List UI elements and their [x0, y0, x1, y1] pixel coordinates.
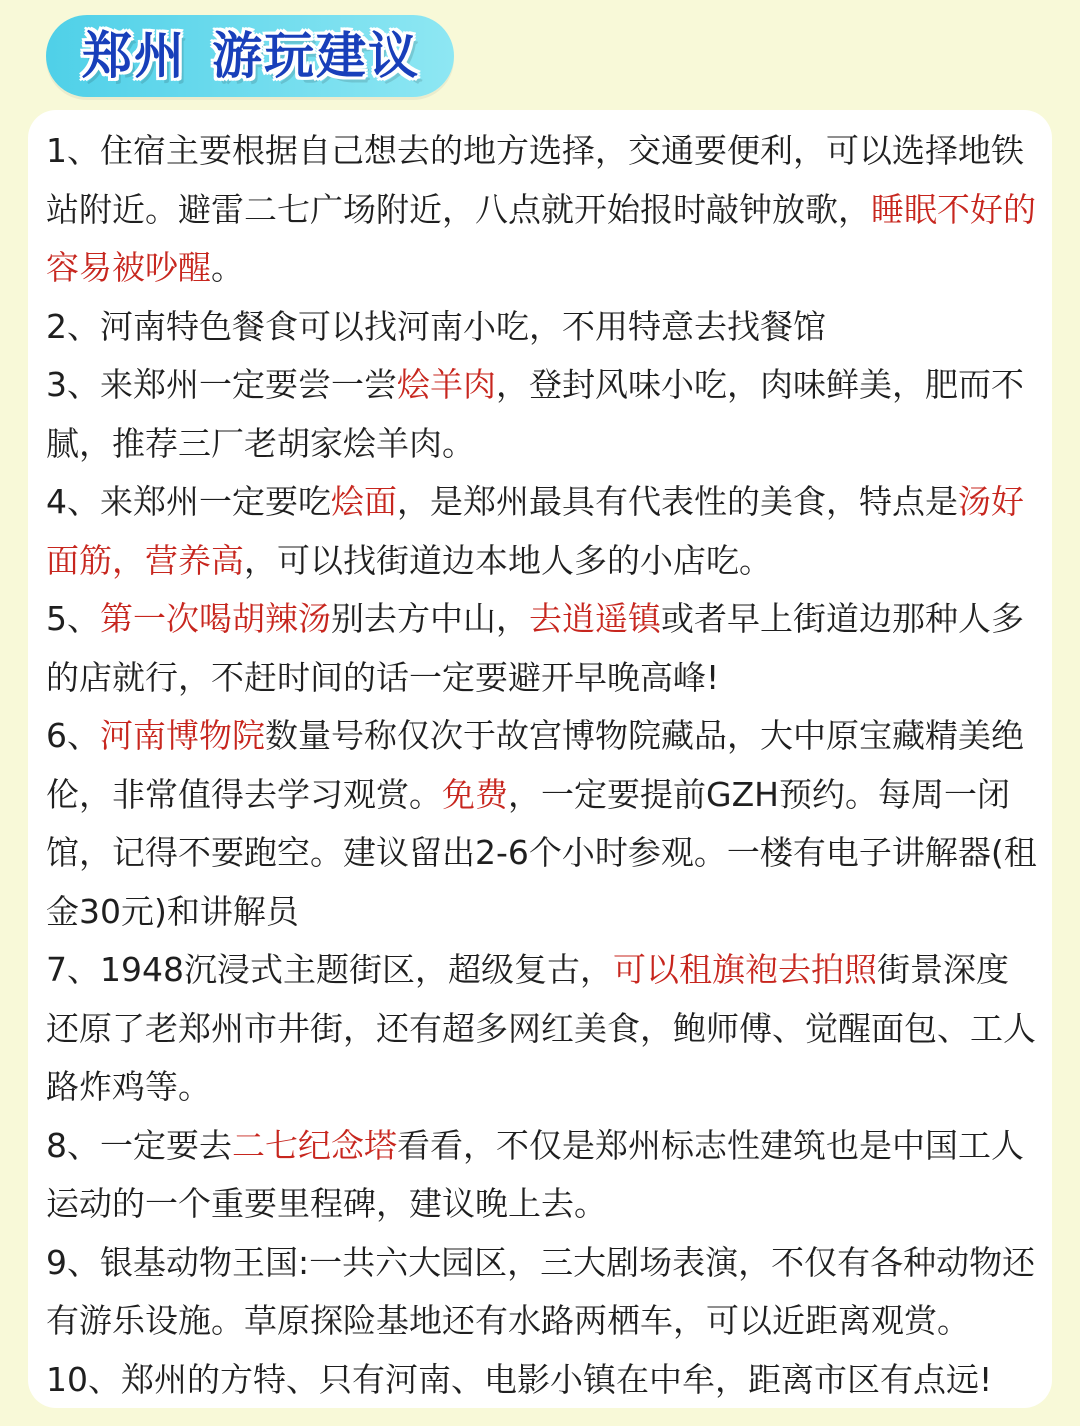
tip-text: ，是郑州最具有代表性的美食，特点是 — [397, 482, 958, 521]
tip-item-9 — [46, 1234, 1038, 1351]
tip-highlight: 去逍遥镇 — [529, 599, 661, 638]
tip-text: 7、1948沉浸式主题街区，超级复古， — [46, 950, 613, 989]
tip-text: 数量号称仅次于故宫博物院藏品，大中原宝藏精美绝伦，非常值得去学习观赏。 — [46, 716, 1024, 814]
tip-item-6 — [46, 707, 1038, 941]
title-banner — [46, 15, 454, 97]
tip-highlight: 烩羊肉 — [397, 365, 496, 404]
title-city: 郑州 — [82, 27, 186, 85]
tip-item-7 — [46, 941, 1038, 1117]
tip-item-8 — [46, 1117, 1038, 1234]
tip-highlight: 汤好面筋，营养高 — [46, 482, 1024, 580]
tip-text: ，一定要提前GZH预约。每周一闭馆，记得不要跑空。建议留出2-6个小时参观。一楼有电子讲解器(租金30元)和讲解员 — [46, 774, 1037, 931]
tip-item-4 — [46, 473, 1038, 590]
tip-text: 或者早上街道边那种人多的店就行，不赶时间的话一定要避开早晚高峰! — [46, 599, 1024, 697]
tip-text: ，可以找街道边本地人多的小店吃。 — [244, 540, 772, 580]
tip-highlight: 睡眠不好的容易被吵醒 — [46, 189, 1036, 287]
tip-text: 。 — [211, 248, 244, 287]
tip-highlight: 河南博物院 — [100, 716, 265, 755]
tip-item-5 — [46, 590, 1038, 707]
tip-text: 9、银基动物王国:一共六大园区，三大剧场表演，不仅有各种动物还有游乐设施。草原探险基地还有水路两栖车，可以近距离观赏。 — [46, 1242, 1036, 1340]
tips-list — [46, 122, 1038, 1409]
tip-text: 别去方中山， — [331, 599, 529, 638]
tip-text: 5、 — [46, 599, 100, 638]
tip-item-10 — [46, 1351, 1038, 1410]
tip-text: 街景深度还原了老郑州市井街，还有超多网红美食，鲍师傅、觉醒面包、工人路炸鸡等。 — [46, 950, 1036, 1106]
tip-item-3 — [46, 356, 1038, 473]
tip-item-2 — [46, 298, 1038, 357]
tip-text: 2、河南特色餐食可以找河南小吃，不用特意去找餐馆 — [46, 306, 826, 346]
tip-text: 8、一定要去 — [46, 1125, 232, 1165]
tip-highlight: 可以租旗袍去拍照 — [612, 950, 877, 989]
tip-highlight: 烩面 — [331, 482, 397, 521]
tip-text: 10、郑州的方特、只有河南、电影小镇在中牟，距离市区有点远! — [46, 1359, 993, 1399]
title-topic: 游玩建议 — [212, 27, 420, 85]
tip-highlight: 二七纪念塔 — [232, 1125, 397, 1165]
tip-text: ，登封风味小吃，肉味鲜美，肥而不腻，推荐三厂老胡家烩羊肉。 — [46, 365, 1024, 463]
tip-text: 6、 — [46, 716, 100, 755]
tip-text: 看看，不仅是郑州标志性建筑也是中国工人运动的一个重要里程碑，建议晚上去。 — [46, 1125, 1024, 1223]
tip-text: 1、住宿主要根据自己想去的地方选择，交通要便利，可以选择地铁站附近。避雷二七广场附近，八点就开始报时敲钟放歌， — [46, 131, 1024, 229]
tip-text: 4、来郑州一定要吃 — [46, 482, 331, 521]
page-title — [82, 25, 420, 87]
tip-text: 3、来郑州一定要尝一尝 — [46, 365, 397, 404]
tip-highlight: 第一次喝胡辣汤 — [100, 599, 331, 638]
tip-item-1 — [46, 122, 1038, 298]
tip-highlight: 免费 — [442, 774, 508, 814]
